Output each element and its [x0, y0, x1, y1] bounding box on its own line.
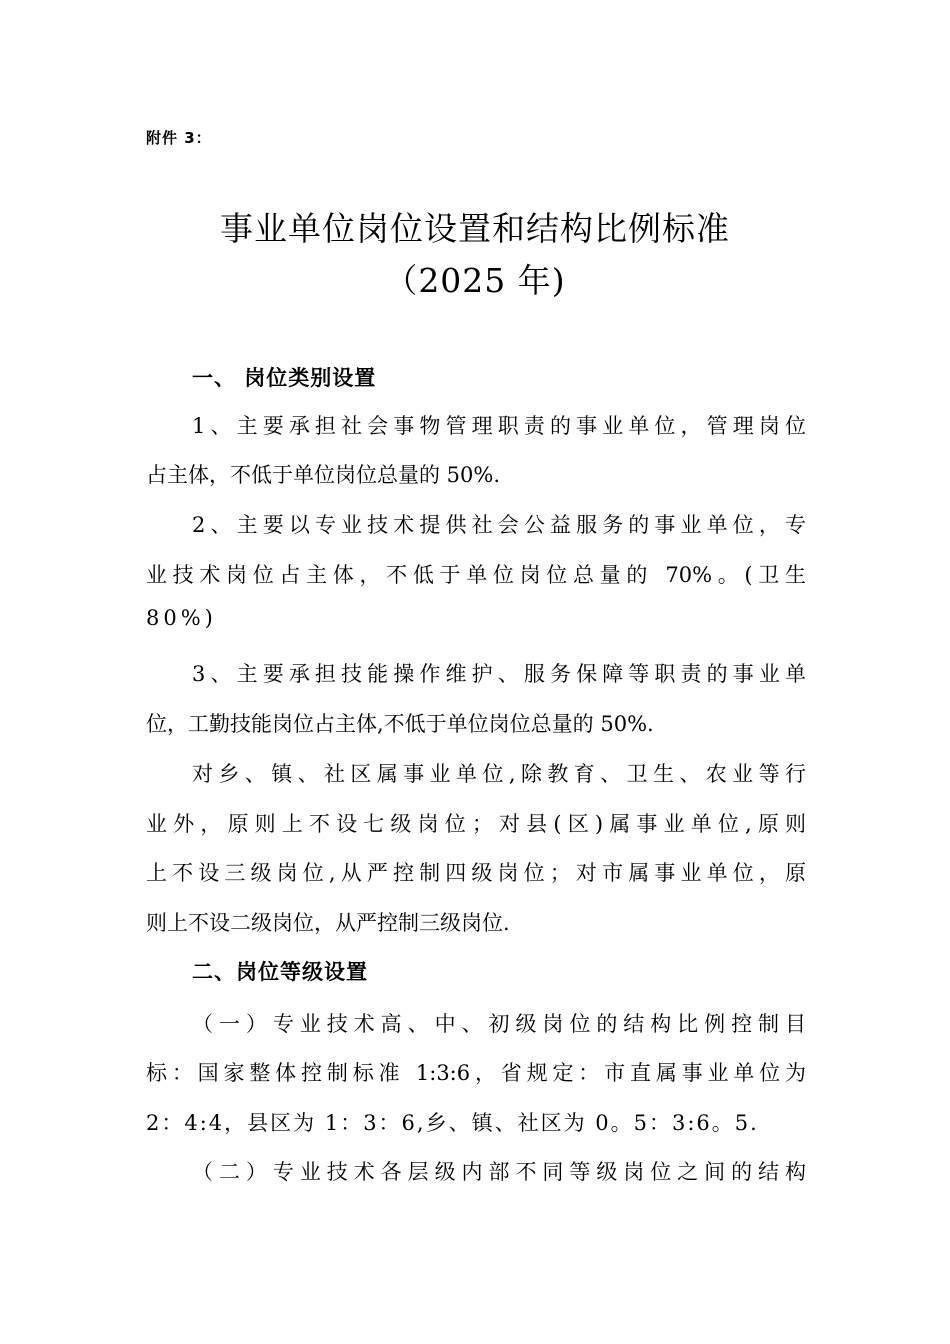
section-2-para-1-line-1: （一）专业技术高、中、初级岗位的结构比例控制目 [192, 1012, 806, 1036]
section-1-para-1-line-2: 占主体，不低于单位岗位总量的 50%. [146, 463, 501, 487]
section-1-para-2-line-2: 业技术岗位占主体，不低于单位岗位总量的 70%。(卫生 [146, 563, 806, 587]
section-2-heading: 二、岗位等级设置 [192, 960, 368, 984]
section-1-para-4-line-1: 对乡、镇、社区属事业单位,除教育、卫生、农业等行 [192, 762, 806, 786]
section-1-para-4-line-2: 业外，原则上不设七级岗位；对县(区)属事业单位,原则 [146, 812, 806, 836]
section-1-para-1-line-1: 1、主要承担社会事物管理职责的事业单位，管理岗位 [192, 414, 806, 438]
section-1-para-3-line-1: 3、主要承担技能操作维护、服务保障等职责的事业单 [192, 662, 806, 686]
section-1-para-4-line-4: 则上不设二级岗位，从严控制三级岗位. [146, 911, 510, 935]
section-2-para-1-line-2: 标：国家整体控制标准 1:3:6，省规定：市直属事业单位为 [146, 1061, 806, 1085]
section-1-para-3-line-2: 位，工勤技能岗位占主体,不低于单位岗位总量的 50%. [146, 712, 654, 736]
section-1-para-2-line-1: 2、主要以专业技术提供社会公益服务的事业单位，专 [192, 513, 806, 537]
document-title-year: （2025 年) [384, 261, 566, 300]
section-2-para-1-line-3: 2：4:4，县区为 1：3：6,乡、镇、社区为 0。5：3:6。5. [146, 1111, 759, 1135]
section-1-heading: 一、 岗位类别设置 [192, 366, 377, 390]
section-2-para-2-line-1: （二）专业技术各层级内部不同等级岗位之间的结构 [192, 1160, 806, 1184]
attachment-label: 附件 3： [146, 129, 212, 147]
section-1-para-4-line-3: 上不设三级岗位,从严控制四级岗位；对市属事业单位，原 [146, 861, 806, 885]
section-1-para-2-line-3: 80%) [146, 606, 217, 630]
document-title: 事业单位岗位设置和结构比例标准 [220, 209, 730, 248]
